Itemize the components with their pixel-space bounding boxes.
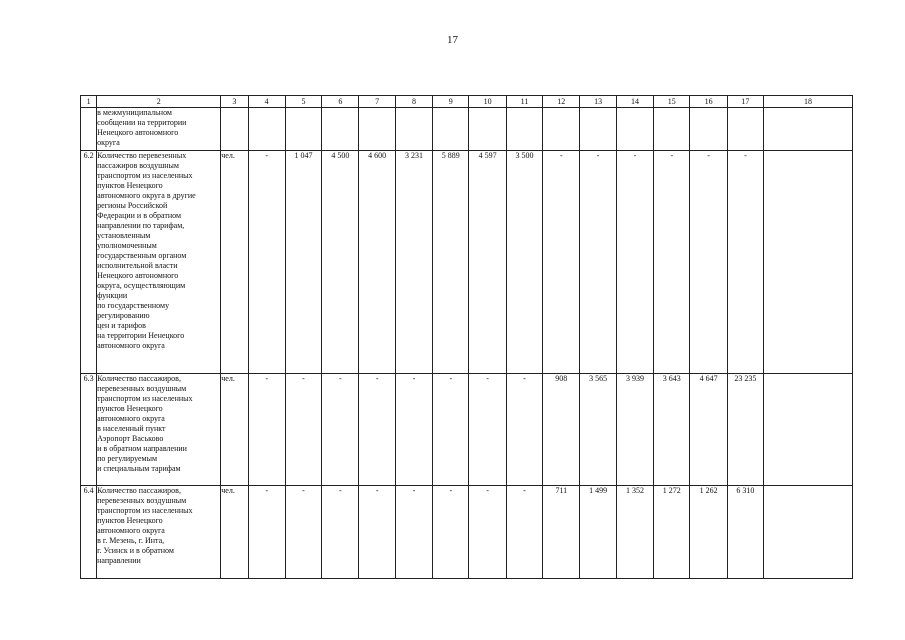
column-header: 9 <box>433 96 469 108</box>
table-cell: 4 600 <box>359 151 395 374</box>
table-cell: 1 262 <box>690 486 727 579</box>
table-cell <box>248 108 285 151</box>
table-cell: - <box>433 486 469 579</box>
column-header: 14 <box>616 96 653 108</box>
table-cell: - <box>543 151 580 374</box>
table-cell: 1 047 <box>285 151 321 374</box>
table-cell: - <box>248 151 285 374</box>
page-number: 17 <box>447 34 458 46</box>
table-row <box>81 108 853 151</box>
table-cell <box>764 108 853 151</box>
table-cell: - <box>654 151 690 374</box>
table-cell <box>433 108 469 151</box>
table-cell <box>616 108 653 151</box>
table-cell <box>506 108 542 151</box>
indicators-table <box>80 95 853 579</box>
table-cell: - <box>322 374 359 486</box>
table-cell <box>469 108 506 151</box>
table-cell: 3 565 <box>580 374 616 486</box>
column-header: 10 <box>469 96 506 108</box>
column-header: 6 <box>322 96 359 108</box>
row-number: 6.4 <box>81 486 97 579</box>
row-description: Количество пассажиров, перевезенных воздушным транспортом из населенных пунктов Ненецкого автономного округа в населенный пункт Аэропорт Васьково и в обратном направлении по регулируемым и специальным тарифам <box>97 374 221 486</box>
table-cell: - <box>690 151 727 374</box>
table-cell: 711 <box>543 486 580 579</box>
table-cell: - <box>580 151 616 374</box>
table-cell: 1 499 <box>580 486 616 579</box>
table-cell: - <box>433 374 469 486</box>
table-cell <box>727 108 763 151</box>
table-row <box>81 374 853 486</box>
table-cell <box>764 151 853 374</box>
table-cell: 5 889 <box>433 151 469 374</box>
table-cell: 1 352 <box>616 486 653 579</box>
table-cell <box>764 374 853 486</box>
table-cell: 4 597 <box>469 151 506 374</box>
column-header: 16 <box>690 96 727 108</box>
row-unit: чел. <box>221 151 248 374</box>
table-cell: 1 272 <box>654 486 690 579</box>
table-cell: - <box>248 486 285 579</box>
row-unit: чел. <box>221 374 248 486</box>
table-cell: - <box>285 486 321 579</box>
column-header: 8 <box>395 96 432 108</box>
row-number: 6.3 <box>81 374 97 486</box>
row-description: в межмуниципальном сообщении на территории Ненецкого автономного округа <box>97 108 221 151</box>
table-cell <box>654 108 690 151</box>
table-cell: 4 647 <box>690 374 727 486</box>
row-unit: чел. <box>221 486 248 579</box>
column-header: 1 <box>81 96 97 108</box>
table-cell: - <box>469 374 506 486</box>
row-number <box>81 108 97 151</box>
row-description: Количество перевезенных пассажиров воздушным транспортом из населенных пунктов Ненецкого автономного округа в другие регионы Российской Федерации и в обратном направлении по тарифам, установленным уполномоченным государственным органом исполнительной власти Ненецкого автономного округа, осуществляющим функции по государственному регулированию цен и тарифов на территории Ненецкого автономного округа <box>97 151 221 374</box>
row-number: 6.2 <box>81 151 97 374</box>
column-header: 2 <box>97 96 221 108</box>
column-header: 12 <box>543 96 580 108</box>
column-header: 15 <box>654 96 690 108</box>
table-cell: - <box>506 374 542 486</box>
table-cell: 23 235 <box>727 374 763 486</box>
table-cell: 908 <box>543 374 580 486</box>
table-cell: - <box>359 486 395 579</box>
row-description: Количество пассажиров, перевезенных воздушным транспортом из населенных пунктов Ненецкого автономного округа в г. Мезень, г. Инта, г. Усинск и в обратном направлении <box>97 486 221 579</box>
table-cell <box>359 108 395 151</box>
column-header: 17 <box>727 96 763 108</box>
table-cell: 6 310 <box>727 486 763 579</box>
column-header: 13 <box>580 96 616 108</box>
table-row <box>81 151 853 374</box>
table-cell: - <box>248 374 285 486</box>
table-cell <box>690 108 727 151</box>
row-unit <box>221 108 248 151</box>
table-cell: - <box>395 486 432 579</box>
table-cell: - <box>359 374 395 486</box>
table-cell: - <box>322 486 359 579</box>
table-cell: - <box>285 374 321 486</box>
table-cell: 4 500 <box>322 151 359 374</box>
table-cell: - <box>727 151 763 374</box>
table-cell: 3 939 <box>616 374 653 486</box>
column-header: 4 <box>248 96 285 108</box>
table-cell: 3 643 <box>654 374 690 486</box>
table-cell: 3 231 <box>395 151 432 374</box>
table-cell: - <box>616 151 653 374</box>
table-cell <box>764 486 853 579</box>
table-cell <box>285 108 321 151</box>
column-header: 7 <box>359 96 395 108</box>
column-header: 3 <box>221 96 248 108</box>
column-number-row <box>81 96 853 108</box>
table-cell: - <box>469 486 506 579</box>
table-cell <box>395 108 432 151</box>
table-cell: 3 500 <box>506 151 542 374</box>
column-header: 18 <box>764 96 853 108</box>
table-cell <box>543 108 580 151</box>
table-cell <box>322 108 359 151</box>
table-cell <box>580 108 616 151</box>
table-cell: - <box>395 374 432 486</box>
column-header: 5 <box>285 96 321 108</box>
column-header: 11 <box>506 96 542 108</box>
table-cell: - <box>506 486 542 579</box>
table-row <box>81 486 853 579</box>
